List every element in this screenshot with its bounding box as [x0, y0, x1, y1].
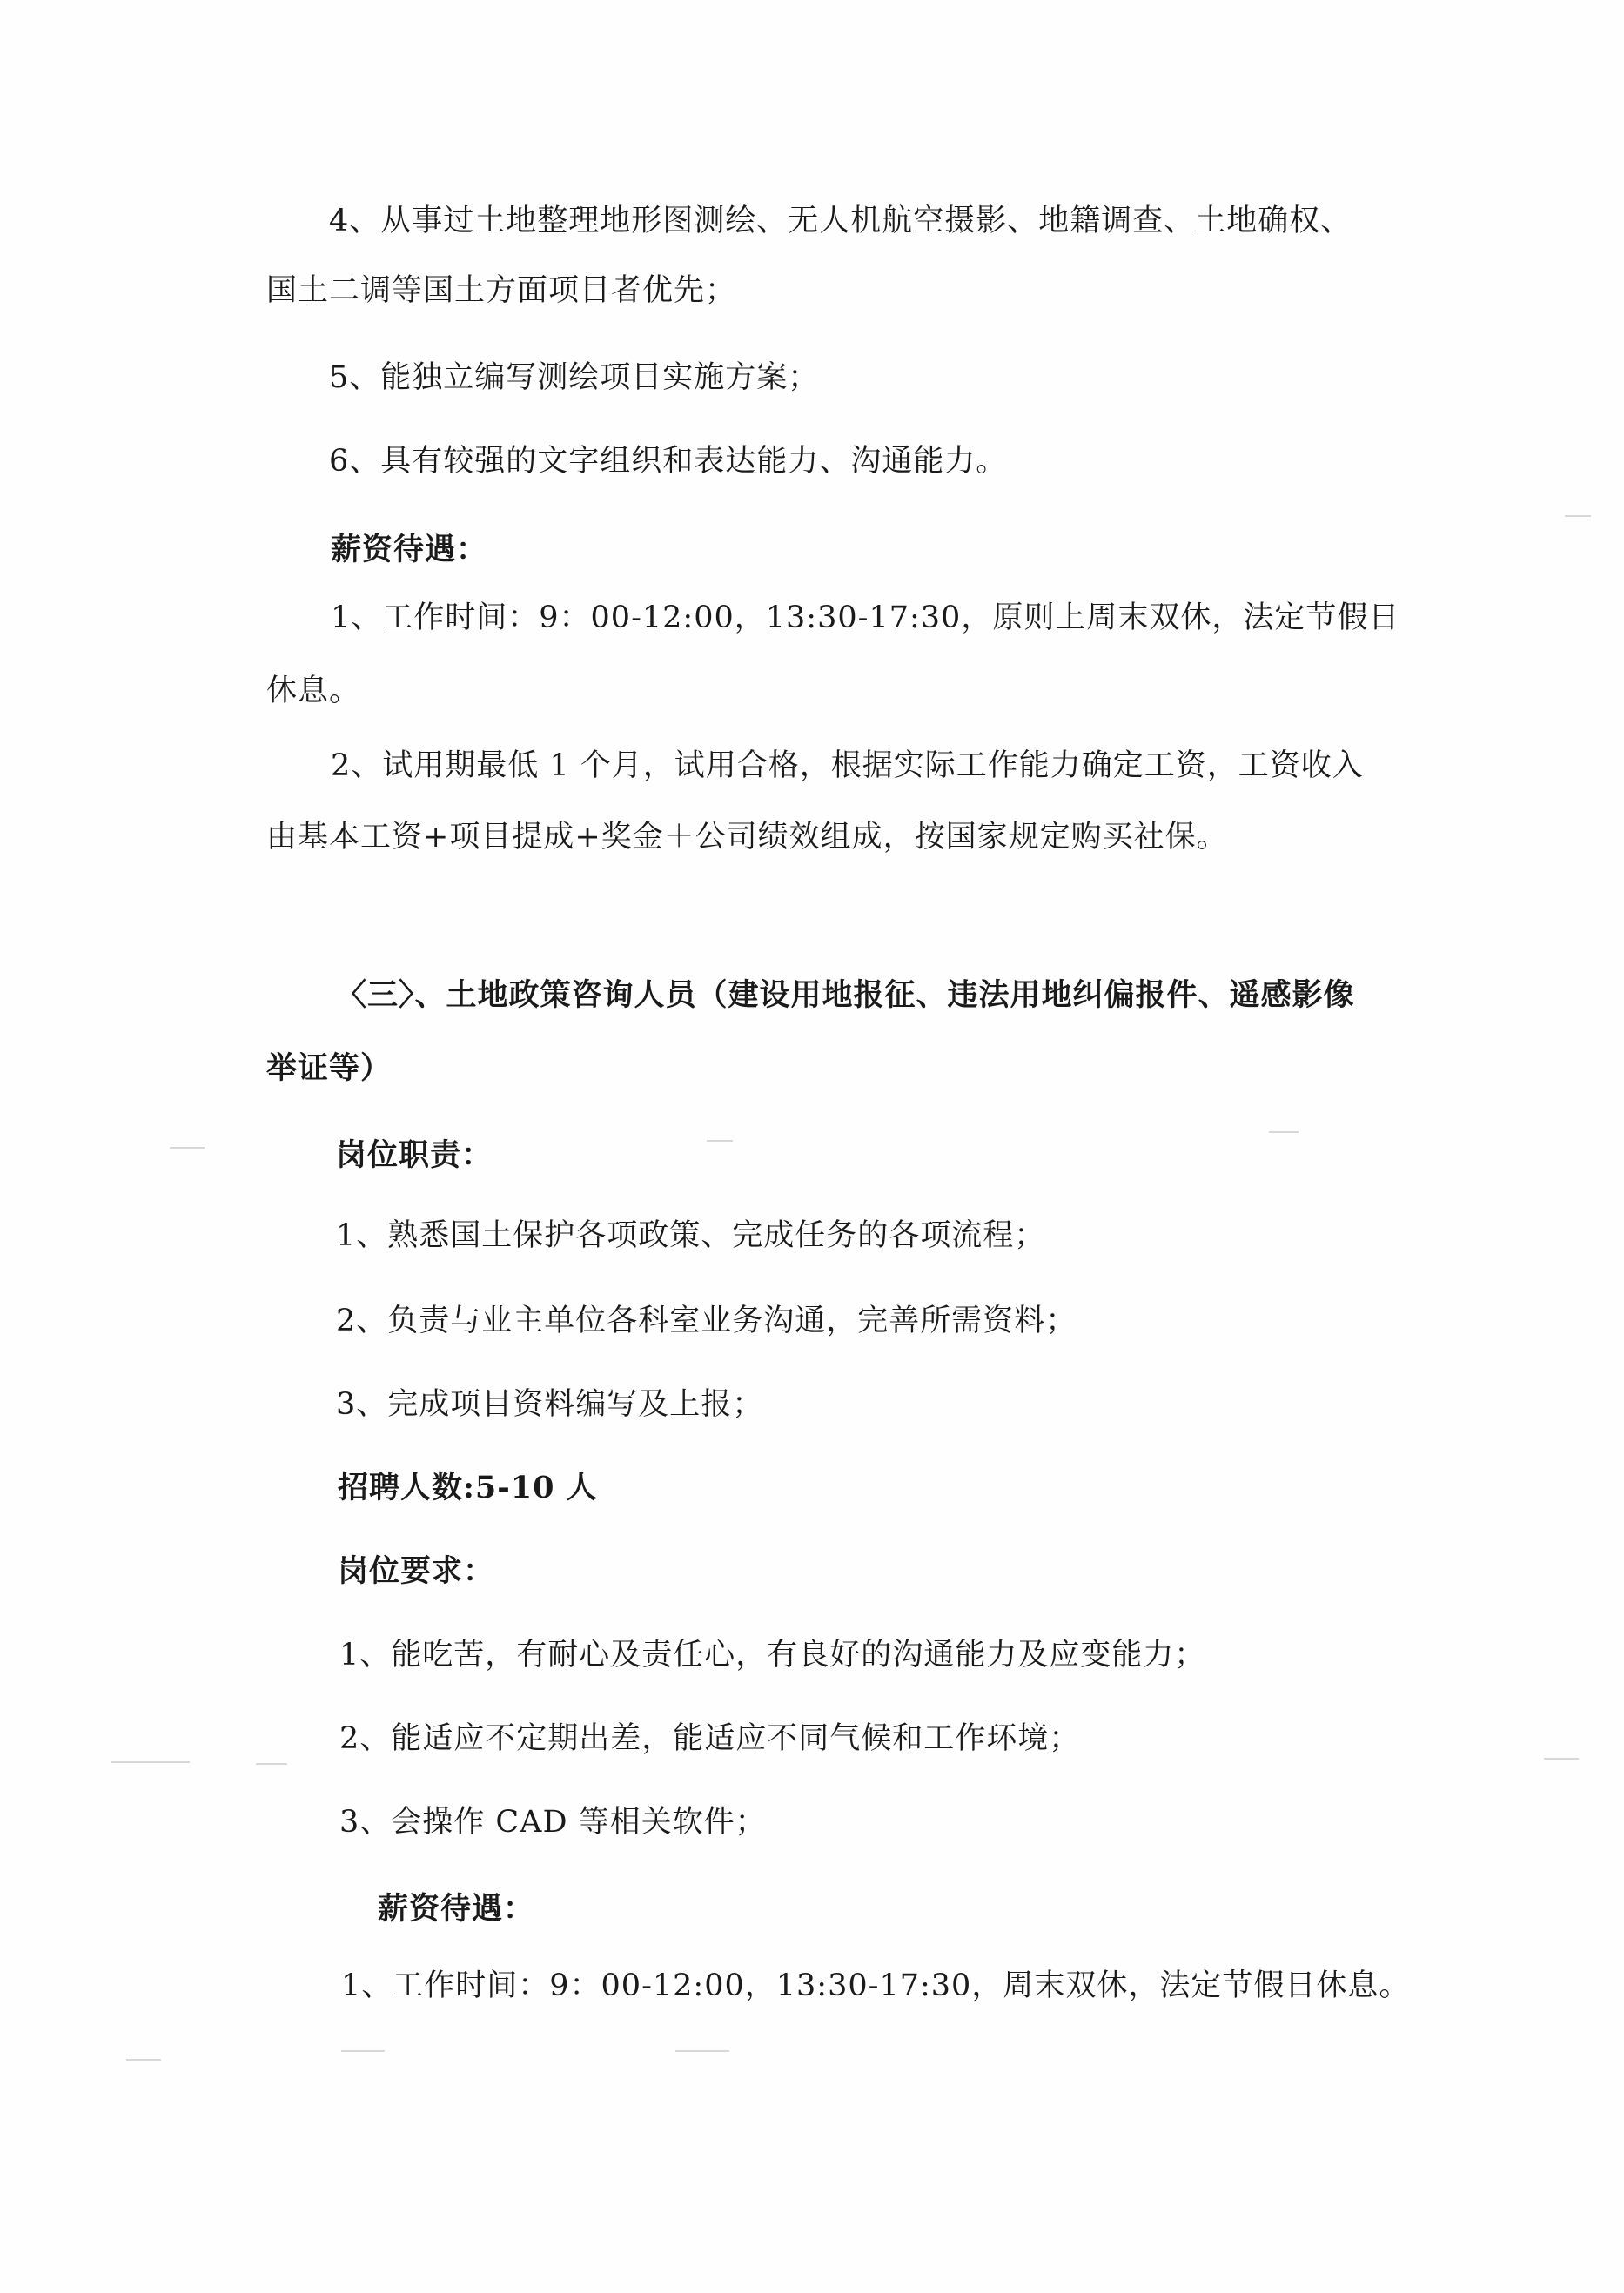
scan-speck	[341, 2050, 385, 2052]
scan-speck	[126, 2059, 161, 2061]
headcount: 招聘人数:5-10 人	[338, 1470, 598, 1505]
scan-speck	[675, 2050, 729, 2052]
requirement-item-4: 4、从事过土地整理地形图测绘、无人机航空摄影、地籍调查、土地确权、	[329, 204, 1352, 238]
salary-item-1: 1、工作时间：9：00-12:00，13:30-17:30，原则上周末双休，法定节假日	[331, 600, 1400, 635]
duty-item-2: 2、负责与业主单位各科室业务沟通，完善所需资料；	[336, 1304, 1077, 1338]
position-requirement-1: 1、能吃苦，有耐心及责任心，有良好的沟通能力及应变能力；	[339, 1638, 1206, 1673]
position-requirement-2: 2、能适应不定期出差，能适应不同气候和工作环境；	[339, 1721, 1081, 1756]
position-requirement-3: 3、会操作 CAD 等相关软件；	[339, 1805, 767, 1840]
scan-speck	[170, 1147, 205, 1149]
duties-heading: 岗位职责：	[336, 1137, 493, 1173]
section-three-heading-continued: 举证等）	[266, 1050, 393, 1086]
section-three-heading: 〈三〉、土地政策咨询人员（建设用地报征、违法用地纠偏报件、遥感影像	[336, 977, 1355, 1013]
salary-item-2: 2、试用期最低 1 个月，试用合格，根据实际工作能力确定工资，工资收入	[331, 748, 1364, 783]
requirement-item-5: 5、能独立编写测绘项目实施方案；	[329, 360, 820, 395]
scan-speck	[256, 1763, 287, 1765]
position-requirements-heading: 岗位要求：	[338, 1553, 495, 1589]
scan-speck	[707, 1140, 733, 1142]
salary-2-item-1: 1、工作时间：9：00-12:00，13:30-17:30，周末双休，法定节假日休息。	[341, 1968, 1411, 2003]
scan-speck	[111, 1761, 190, 1763]
scan-speck	[1269, 1131, 1299, 1133]
requirement-item-4-continued: 国土二调等国土方面项目者优先；	[266, 273, 737, 308]
salary-heading: 薪资待遇：	[331, 532, 488, 567]
salary-heading-2: 薪资待遇：	[378, 1891, 535, 1927]
scan-speck	[1565, 515, 1591, 517]
salary-item-1-continued: 休息。	[266, 674, 361, 708]
duty-item-3: 3、完成项目资料编写及上报；	[336, 1387, 764, 1422]
scan-speck	[1544, 1758, 1579, 1760]
salary-item-2-continued: 由基本工资+项目提成+奖金＋公司绩效组成，按国家规定购买社保。	[266, 820, 1228, 855]
duty-item-1: 1、熟悉国土保护各项政策、完成任务的各项流程；	[336, 1218, 1046, 1253]
requirement-item-6: 6、具有较强的文字组织和表达能力、沟通能力。	[329, 444, 1008, 479]
